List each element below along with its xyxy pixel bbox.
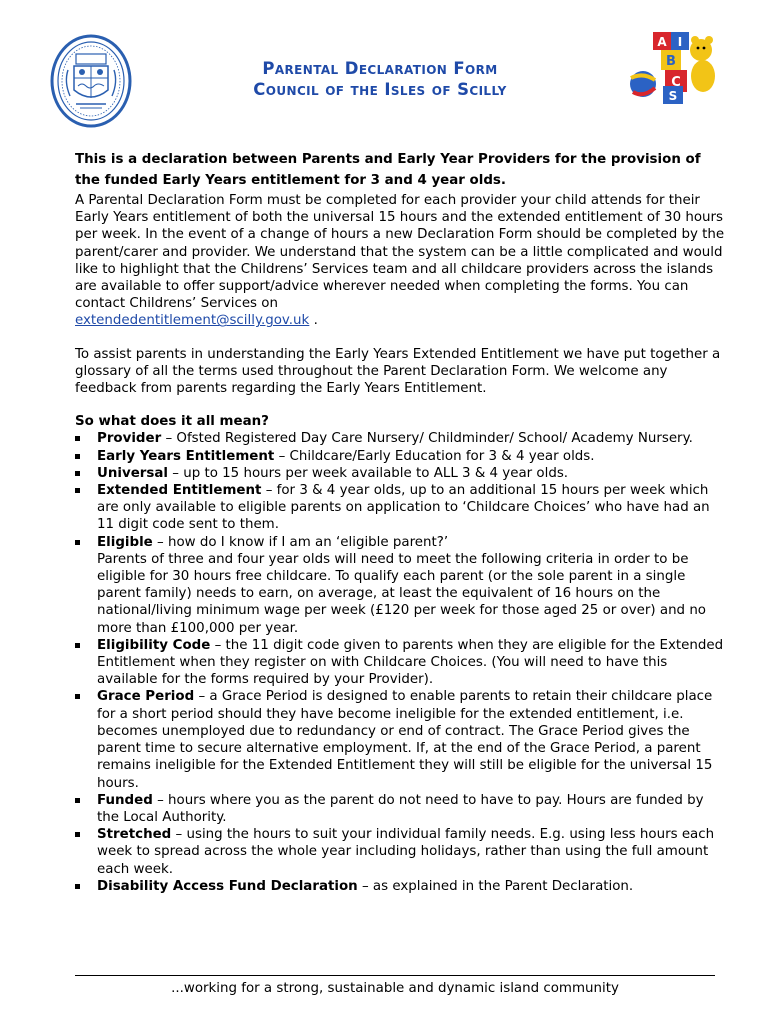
bullet-icon — [75, 798, 80, 803]
glossary-item-funded — [75, 792, 725, 826]
council-crest-logo — [50, 34, 132, 128]
glossary-item-provider — [75, 430, 725, 447]
bullet-icon — [75, 884, 80, 889]
glossary-heading: So what does it all mean? — [75, 414, 269, 430]
document-body — [75, 150, 725, 895]
bullet-icon — [75, 540, 80, 545]
toy-block-letter: I — [677, 35, 683, 49]
toy-block-letter: B — [666, 54, 676, 69]
glossary-item-extended-entitlement — [75, 482, 725, 534]
glossary-definition: – the 11 digit code given to parents when they are eligible for the Extended Entitlement when they register on with Childcare Choices. (You will need to have this available for the forms required by your Provider). — [97, 637, 724, 688]
glossary-item-early-years-entitlement — [75, 448, 725, 465]
toy-blocks-illustration — [625, 26, 717, 108]
email-suffix: . — [309, 313, 318, 329]
glossary-term: Disability Access Fund Declaration — [97, 878, 358, 894]
glossary-item-stretched — [75, 826, 725, 878]
form-title-line-2: Council of the Isles of Scilly — [253, 80, 507, 99]
glossary-item-eligibility-code — [75, 637, 725, 689]
intro-paragraph — [75, 192, 725, 330]
glossary-definition: – how do I know if I am an ‘eligible parent?’ — [152, 534, 449, 550]
glossary-detail: Parents of three and four year olds will need to meet the following criteria in order to be eligible for 30 hours free childcare. To qualify each parent (or the sole parent in a single parent family) needs to earn, on average, at least the equivalent of 16 hours on the national/living minimum wage per week (£120 per week for those aged 25 or over) and no more than £100,000 per year. — [97, 551, 706, 636]
glossary-term: Extended Entitlement — [97, 483, 262, 499]
glossary-item-grace-period — [75, 688, 725, 791]
glossary-item-eligible — [75, 534, 725, 637]
bullet-icon — [75, 471, 80, 476]
glossary-term: Eligible — [97, 534, 153, 550]
footer-tagline: ...working for a strong, sustainable and dynamic island community — [171, 981, 619, 996]
toy-block-letter: C — [671, 75, 681, 90]
form-title — [200, 58, 560, 100]
glossary-intro-paragraph: To assist parents in understanding the Early Years Extended Entitlement we have put together a glossary of all the terms used throughout the Parent Declaration Form. We welcome any feedback from parents regarding the Early Years Entitlement. — [75, 346, 721, 397]
toy-block-letter: A — [657, 35, 667, 49]
contact-email-link[interactable]: extendedentitlement@scilly.gov.uk — [75, 313, 310, 329]
glossary-definition: – using the hours to suit your individual family needs. E.g. using less hours each week to spread across the whole year including holidays, rather than using the full amount each week. — [97, 827, 715, 877]
glossary-term: Early Years Entitlement — [97, 448, 275, 464]
glossary-term: Provider — [97, 431, 162, 447]
glossary-term: Stretched — [97, 827, 172, 843]
glossary-definition: – a Grace Period is designed to enable parents to retain their childcare place for a short period should they have become ineligible for the extended entitlement, i.e. becomes unemployed due to redundancy or end of contract. The Grace Period gives the parent time to secure alternative employment. If, at the end of the Grace Period, a parent remains ineligible for the Extended Entitlement they will still be eligible for the universal 15 hours. — [97, 689, 713, 791]
glossary-term: Funded — [97, 792, 153, 808]
glossary-definition: – up to 15 hours per week available to ALL 3 & 4 year olds. — [168, 465, 569, 481]
bullet-icon — [75, 643, 80, 648]
bullet-icon — [75, 832, 80, 837]
glossary-definition: – Ofsted Registered Day Care Nursery/ Childminder/ School/ Academy Nursery. — [161, 431, 693, 447]
intro-paragraph-text: A Parental Declaration Form must be completed for each provider your child attends for their Early Years entitlement of both the universal 15 hours and the extended entitlement of 30 hours per week. In the event of a change of hours a new Declaration Form should be completed by the parent/carer and provider. We understand that the system can be a little complicated and would like to highlight that the Childrens’ Services team and all childcare providers across the islands are available to offer support/advice wherever needed when completing the forms. You can contact Childrens’ Services on — [75, 193, 725, 312]
glossary-term: Eligibility Code — [97, 637, 211, 653]
glossary-definition: – for 3 & 4 year olds, up to an additional 15 hours per week which are only available to eligible parents on application to ‘Childcare Choices’ who have had an 11 digit code sent to them. — [97, 483, 710, 533]
bullet-icon — [75, 694, 80, 699]
footer-divider — [75, 975, 715, 976]
glossary-item-disability-access-fund — [75, 878, 725, 895]
bullet-icon — [75, 488, 80, 493]
form-title-line-1: Parental Declaration Form — [262, 59, 498, 78]
glossary-definition: – Childcare/Early Education for 3 & 4 year olds. — [274, 448, 595, 464]
glossary-term: Grace Period — [97, 689, 195, 705]
glossary-term: Universal — [97, 465, 169, 481]
glossary-definition: – hours where you as the parent do not need to have to pay. Hours are funded by the Local Authority. — [97, 792, 704, 825]
glossary-definition: – as explained in the Parent Declaration. — [357, 878, 634, 894]
glossary-item-universal — [75, 465, 725, 482]
bullet-icon — [75, 436, 80, 441]
bullet-icon — [75, 454, 80, 459]
glossary-list — [75, 430, 725, 894]
intro-lead: This is a declaration between Parents and Early Year Providers for the provision of the funded Early Years entitlement for 3 and 4 year olds. — [75, 152, 701, 188]
toy-block-letter: S — [668, 89, 678, 103]
